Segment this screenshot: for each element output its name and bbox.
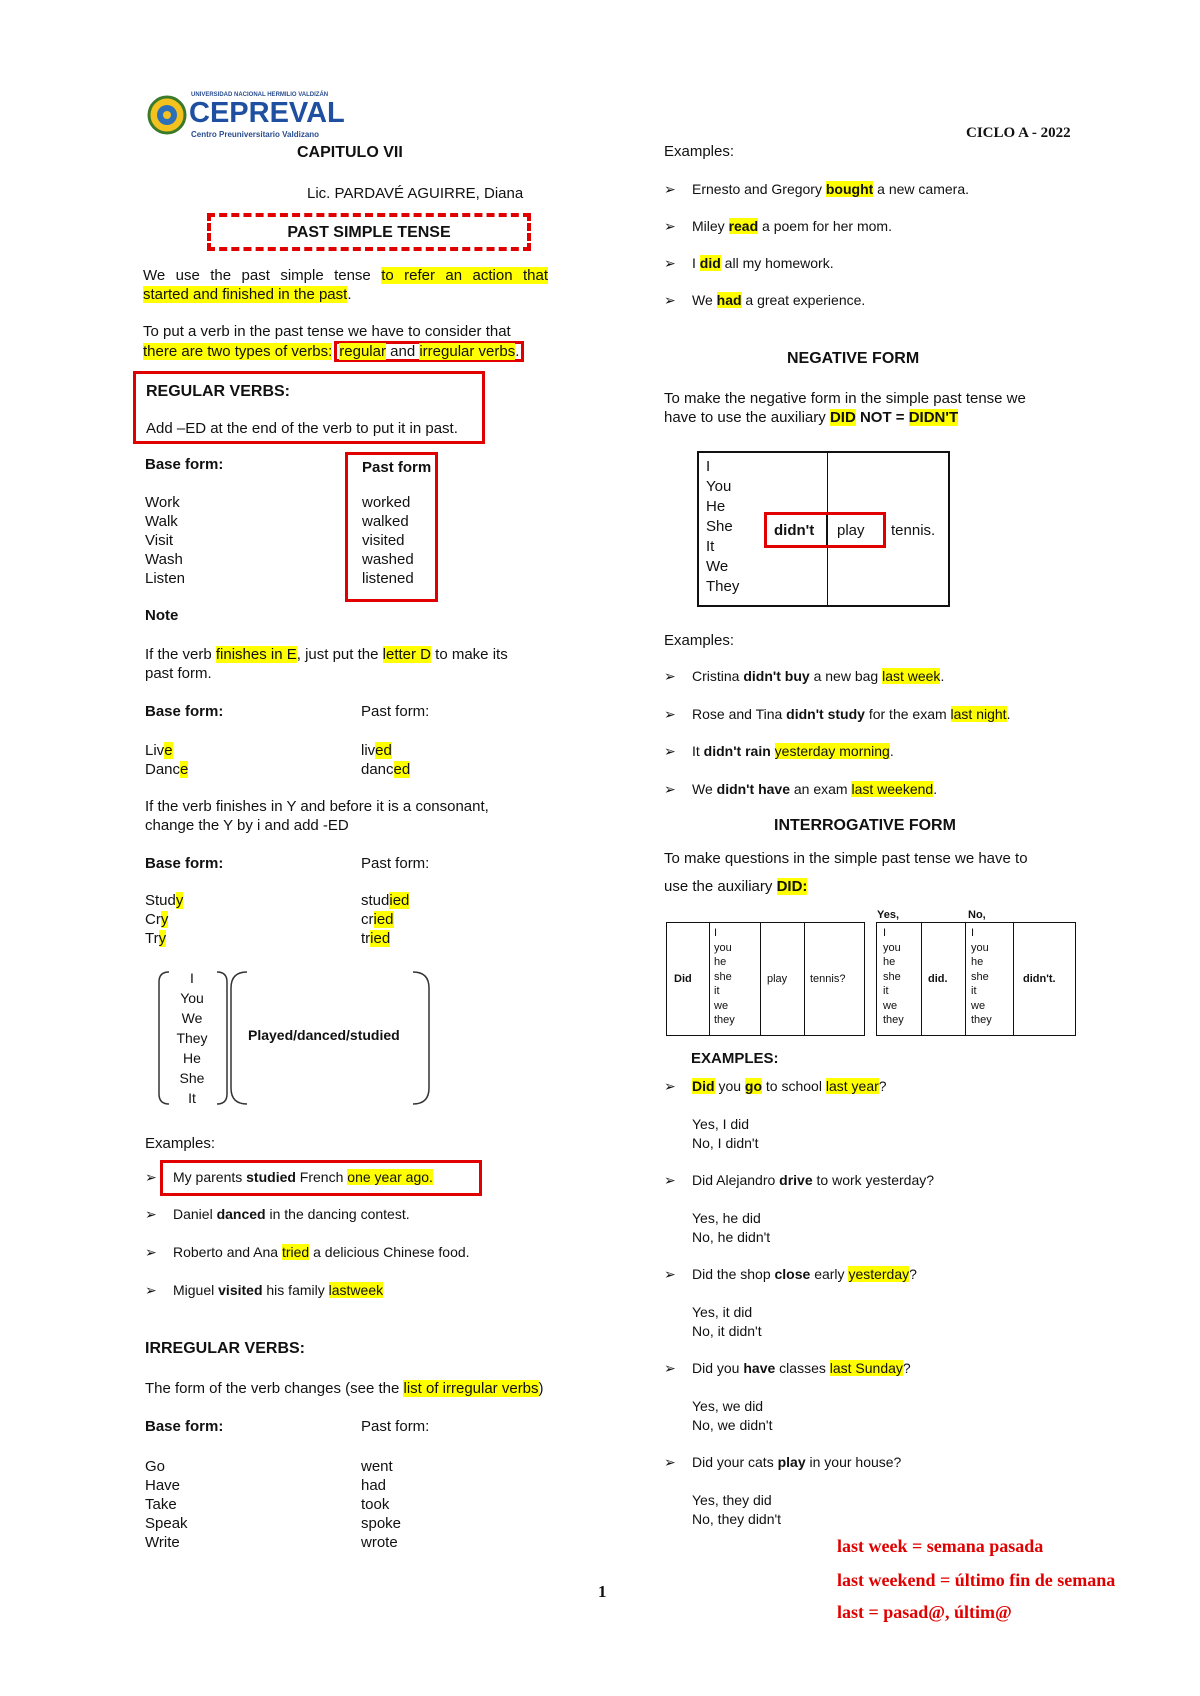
base-verb: Speak xyxy=(145,1515,188,1532)
answer-yes-label: Yes, xyxy=(877,909,900,921)
glossary-3: last = pasad@, últim@ xyxy=(837,1602,1012,1622)
answer-5: Yes, they did No, they didn't xyxy=(692,1492,782,1527)
logo xyxy=(147,88,377,138)
arrow-bullet-icon: ➢ xyxy=(664,1360,676,1376)
question-verb: play xyxy=(767,973,788,985)
interrogative-form-title: INTERROGATIVE FORM xyxy=(774,817,956,834)
pronoun: He xyxy=(183,1050,201,1066)
pronoun: they xyxy=(714,1014,735,1026)
pronoun: I xyxy=(714,927,718,939)
arrow-bullet-icon: ➢ xyxy=(664,1078,676,1094)
pronoun: she xyxy=(714,970,732,983)
intro-paragraph-1: We use the past simple tense to refer an action that started and finished in the past. xyxy=(143,267,548,303)
logo-wordmark: CEPREVAL xyxy=(189,97,345,129)
question-table xyxy=(666,922,865,1036)
pronoun: we xyxy=(714,999,729,1012)
pronoun: You xyxy=(706,478,732,495)
question-pronouns xyxy=(714,926,735,1028)
regular-past-box xyxy=(345,452,438,602)
past-verb: washed xyxy=(362,551,414,568)
base-verb: Listen xyxy=(145,570,186,587)
note-title: Note xyxy=(145,607,179,624)
pronoun: she xyxy=(883,970,901,983)
arrow-bullet-icon: ➢ xyxy=(664,743,676,759)
answer-1: Yes, I did No, I didn't xyxy=(692,1116,759,1151)
arrow-bullet-icon: ➢ xyxy=(664,255,676,271)
irregular-verbs-rule: The form of the verb changes (see the list of irregular verbs) xyxy=(145,1380,544,1397)
base-verb: Walk xyxy=(145,513,178,530)
topic-title: PAST SIMPLE TENSE xyxy=(287,224,451,241)
pronoun: I xyxy=(883,927,887,939)
author: Lic. PARDAVÉ AGUIRRE, Diana xyxy=(307,185,524,202)
base-form-label: Base form: xyxy=(145,456,224,473)
pronoun: They xyxy=(706,578,740,595)
arrow-bullet-icon: ➢ xyxy=(664,1266,676,1282)
pronoun: we xyxy=(971,999,986,1012)
pronoun: It xyxy=(706,538,715,555)
pronoun: he xyxy=(883,956,896,968)
base-form-label-4: Base form: xyxy=(145,1418,224,1435)
pronoun: you xyxy=(883,941,901,954)
pronoun: it xyxy=(883,985,889,997)
negative-aux: didn't xyxy=(774,522,815,539)
past-verb: listened xyxy=(362,570,414,587)
answer-4: Yes, we did No, we didn't xyxy=(692,1398,773,1433)
negative-highlight-box xyxy=(764,512,886,548)
bracket-verbs: Played/danced/studied xyxy=(248,1027,400,1043)
answer-no-label: No, xyxy=(968,909,986,921)
logo-subtitle: Centro Preuniversitario Valdizano xyxy=(191,130,320,139)
irregular-past-list xyxy=(361,1457,401,1552)
answer-did: did. xyxy=(928,973,948,985)
e-past-list: lived danced xyxy=(361,742,411,778)
past-verb: visited xyxy=(362,532,405,549)
arrow-bullet-icon: ➢ xyxy=(664,218,676,234)
base-verb: Work xyxy=(145,494,180,511)
arrow-bullet-icon: ➢ xyxy=(145,1206,157,1222)
base-verb: Go xyxy=(145,1458,166,1475)
pronoun: they xyxy=(971,1014,992,1026)
arrow-bullet-icon: ➢ xyxy=(145,1282,157,1298)
pronoun: He xyxy=(706,498,726,515)
arrow-bullet-icon: ➢ xyxy=(664,292,676,308)
arrow-bullet-icon: ➢ xyxy=(664,781,676,797)
note-e-rule: If the verb finishes in E, just put the letter D to make its past form. xyxy=(145,646,508,682)
pronoun: We xyxy=(181,1010,203,1026)
seal-icon xyxy=(147,95,187,135)
glossary-2: last weekend = último fin de semana xyxy=(837,1570,1116,1590)
pronoun: you xyxy=(971,941,989,954)
pronoun: She xyxy=(706,518,733,535)
logo-university: UNIVERSIDAD NACIONAL HERMILIO VALDIZÁN xyxy=(191,92,329,98)
regular-past-list xyxy=(362,493,414,588)
past-verb: spoke xyxy=(361,1515,402,1532)
base-verb: Take xyxy=(145,1496,177,1513)
pronoun: she xyxy=(971,970,989,983)
pronoun: We xyxy=(706,558,729,575)
e-base-list: Live Dance xyxy=(145,742,189,778)
negative-form-rule: To make the negative form in the simple past tense we have to use the auxiliary DID NOT = DIDN'T xyxy=(664,390,1026,426)
cycle-label: CICLO A - 2022 xyxy=(966,125,1071,141)
past-form-label-4: Past form: xyxy=(361,1418,430,1435)
y-past-list: studied cried tried xyxy=(361,892,410,947)
pronoun: he xyxy=(714,956,727,968)
page-number: 1 xyxy=(598,1582,607,1601)
examples-label-left: Examples: xyxy=(145,1135,216,1152)
regular-verbs-rule: Add –ED at the end of the verb to put it in past. xyxy=(146,420,458,437)
answer-no-pronouns xyxy=(971,926,992,1028)
pronoun: You xyxy=(180,990,204,1006)
interrogative-examples-label: EXAMPLES: xyxy=(691,1050,779,1067)
arrow-bullet-icon: ➢ xyxy=(145,1169,157,1185)
pronoun: it xyxy=(714,985,720,997)
arrow-bullet-icon: ➢ xyxy=(664,1172,676,1188)
pronoun: She xyxy=(179,1070,205,1086)
pronoun: they xyxy=(883,1014,904,1026)
answer-3: Yes, it did No, it didn't xyxy=(692,1304,762,1339)
question-object: tennis? xyxy=(810,973,846,985)
chapter-title: CAPITULO VII xyxy=(297,144,403,161)
regular-verbs-title: REGULAR VERBS: xyxy=(146,383,291,400)
arrow-bullet-icon: ➢ xyxy=(664,706,676,722)
negative-form-title: NEGATIVE FORM xyxy=(787,350,920,367)
arrow-bullet-icon: ➢ xyxy=(664,1454,676,1470)
answer-didnt: didn't. xyxy=(1023,973,1056,985)
examples-label-right: Examples: xyxy=(664,143,735,160)
pronoun: It xyxy=(188,1090,196,1106)
negative-examples-label: Examples: xyxy=(664,632,735,649)
past-verb: wrote xyxy=(361,1534,398,1551)
base-verb: Write xyxy=(145,1534,180,1551)
pronoun: he xyxy=(971,956,984,968)
pronoun: I xyxy=(190,970,194,986)
irregular-verbs-title: IRREGULAR VERBS: xyxy=(145,1340,306,1357)
base-form-label-3: Base form: xyxy=(145,855,224,872)
pronoun: we xyxy=(883,999,898,1012)
past-verb: took xyxy=(361,1496,390,1513)
pronoun: I xyxy=(971,927,975,939)
regular-verbs-box xyxy=(133,371,485,444)
base-verb: Wash xyxy=(145,551,183,568)
note-y-rule: If the verb finishes in Y and before it is a consonant, change the Y by i and add -ED xyxy=(145,798,489,834)
pronoun: I xyxy=(706,458,711,475)
intro-paragraph-2: To put a verb in the past tense we have to consider that there are two types of verbs: regular and irregular verbs. xyxy=(143,322,563,362)
past-verb: walked xyxy=(362,513,409,530)
past-form-label: Past form xyxy=(362,459,432,476)
past-form-label-2: Past form: xyxy=(361,703,430,720)
negative-verb: play xyxy=(837,522,865,539)
topic-box xyxy=(207,213,531,251)
base-form-label-2: Base form: xyxy=(145,703,224,720)
negative-pronoun-list xyxy=(706,457,739,597)
pronoun-list xyxy=(165,968,219,1108)
past-verb: went xyxy=(361,1458,393,1475)
question-did: Did xyxy=(674,973,692,985)
pronoun: They xyxy=(176,1030,208,1046)
pronoun: it xyxy=(971,985,977,997)
glossary-1: last week = semana pasada xyxy=(837,1536,1044,1556)
pronoun: you xyxy=(714,941,732,954)
negative-object: tennis. xyxy=(891,522,936,539)
arrow-bullet-icon: ➢ xyxy=(664,668,676,684)
answer-table xyxy=(876,922,1076,1036)
interrogative-rule-2: use the auxiliary DID: xyxy=(664,878,808,895)
arrow-bullet-icon: ➢ xyxy=(664,181,676,197)
base-verb: Visit xyxy=(145,532,174,549)
base-verb: Have xyxy=(145,1477,181,1494)
past-form-label-3: Past form: xyxy=(361,855,430,872)
answer-yes-pronouns xyxy=(883,926,904,1028)
irregular-base-list xyxy=(145,1457,188,1552)
past-verb: had xyxy=(361,1477,387,1494)
regular-base-list xyxy=(145,493,185,588)
y-base-list: Study Cry Try xyxy=(145,892,184,947)
interrogative-rule-1: To make questions in the simple past tense we have to xyxy=(664,850,1028,867)
past-verb: worked xyxy=(362,494,411,511)
arrow-bullet-icon: ➢ xyxy=(145,1244,157,1260)
answer-2: Yes, he did No, he didn't xyxy=(692,1210,771,1245)
